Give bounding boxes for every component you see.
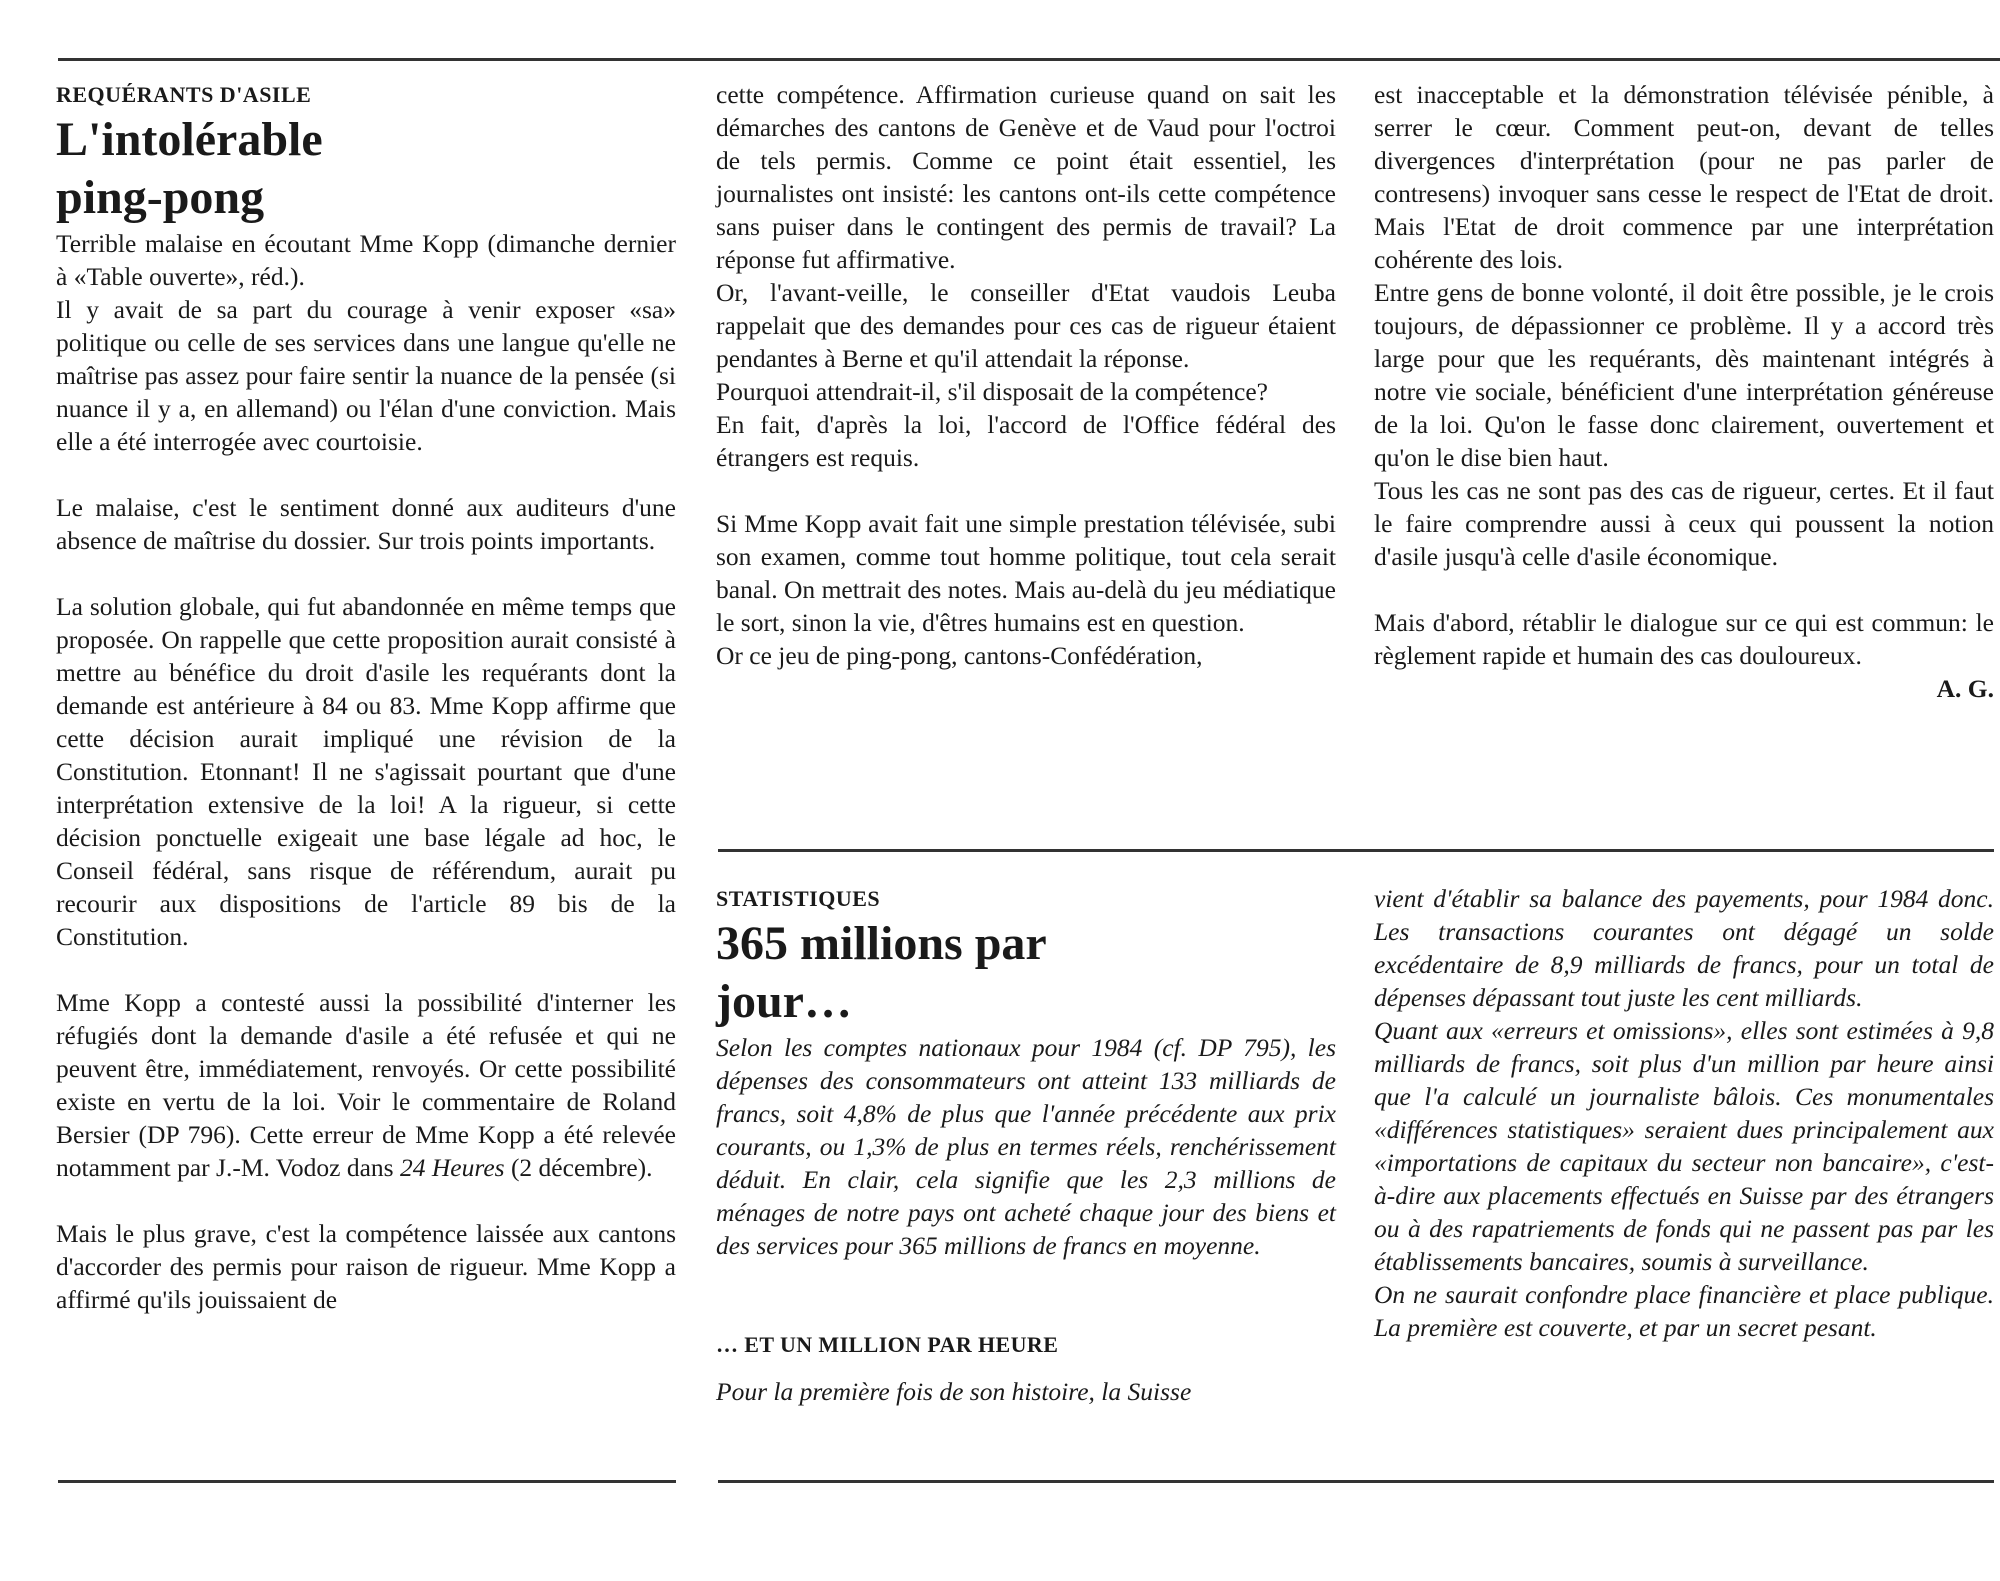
paragraph: Terrible malaise en écoutant Mme Kopp (dimanche dernier à «Table ouverte», réd.). [56,229,676,291]
paragraph: Or, l'avant-veille, le conseiller d'Etat vaudois Leuba rappelait que des demandes pour ces cas de rigueur étaient pendantes à Berne et qu'il attendait la réponse. [716,278,1336,373]
article1-column-2 [716,78,1336,672]
article2-headline: 365 millions par jour… [716,917,1046,1028]
paragraph-text: Mme Kopp a contesté aussi la possibilité d'interner les réfugiés dont la demande d'asile a été refusée et qui ne peuvent être, immédiatement, renvoyés. Or cette possibilité existe en vertu de la loi. Voir le commentaire de Roland Bersier (DP 796). Cette erreur de Mme Kopp a été relevée notamment par J.-M. Vodoz dans [56,988,676,1182]
bottom-rule-left [58,1480,676,1483]
article2-kicker: STATISTIQUES [716,886,881,911]
article2-column-2 [1374,882,1994,1344]
paragraph: est inacceptable et la démonstration télévisée pénible, à serrer le cœur. Comment peut-on, devant de telles divergences d'interprétation (pour ne pas parler de contresens) invoquer sans cesse le respect de l'Etat de droit. Mais l'Etat de droit commence par une interprétation cohérente des lois. [1374,80,1994,274]
newspaper-title: 24 Heures [399,1153,505,1182]
paragraph: Mais le plus grave, c'est la compétence laissée aux cantons d'accorder des permis pour raison de rigueur. Mme Kopp a affirmé qu'ils jouissaient de [56,1219,676,1314]
paragraph: Quant aux «erreurs et omissions», elles sont estimées à 9,8 milliards de francs, soit plus d'un million par heure ainsi que l'a calculé un journaliste bâlois. Ces monumentales «différences statistiques» seraient dues principalement aux «importations de capitaux du secteur non bancaire», c'est-à-dire aux placements effectués en Suisse par des étrangers ou à des rapatriements de fonds qui ne passent pas par les établissements bancaires, soumis à surveillance. [1374,1016,1994,1276]
paragraph: Mais d'abord, rétablir le dialogue sur ce qui est commun: le règlement rapide et humain des cas douloureux. [1374,608,1994,670]
article1-headline: L'intolérable ping-pong [56,113,323,224]
paragraph: Entre gens de bonne volonté, il doit être possible, je le crois toujours, de dépassionner ce problème. Il y a accord très large pour que les requérants, dès maintenant intégrés à notre vie sociale, bénéficient d'une interprétation généreuse de la loi. Qu'on le fasse donc clairement, ouvertement et qu'on le dise bien haut. [1374,278,1994,472]
paragraph: Pour la première fois de son histoire, la Suisse [716,1377,1192,1406]
middle-rule [718,849,1994,852]
paragraph: cette compétence. Affirmation curieuse quand on sait les démarches des cantons de Genève et de Vaud pour l'octroi de tels permis. Comme ce point était essentiel, les journalistes ont insisté: les cantons ont-ils cette compétence sans puiser dans le contingent des permis de travail? La réponse fut affirmative. [716,80,1336,274]
article1-column-3 [1374,78,1994,705]
paragraph: Le malaise, c'est le sentiment donné aux auditeurs d'une absence de maîtrise du dossier. Sur trois points importants. [56,493,676,555]
paragraph: La solution globale, qui fut abandonnée en même temps que proposée. On rappelle que cette proposition aurait consisté à mettre au bénéfice du droit d'asile les requérants dont la demande est antérieure à 84 ou 83. Mme Kopp affirme que cette décision aurait impliqué une révision de la Constitution. Etonnant! Il ne s'agissait pourtant que d'une interprétation extensive de la loi! A la rigueur, si cette décision ponctuelle exigeait une base légale ad hoc, le Conseil fédéral, sans risque de référendum, aurait pu recourir aux dispositions de l'article 89 bis de la Constitution. [56,592,676,951]
article1-kicker: REQUÉRANTS D'ASILE [56,82,312,107]
bottom-rule-right [718,1480,1994,1483]
paragraph: Selon les comptes nationaux pour 1984 (cf. DP 795), les dépenses des consommateurs ont atteint 133 milliards de francs, soit 4,8% de plus que l'année précédente aux prix courants, ou 1,3% de plus en termes réels, renchérissement déduit. En clair, cela signifie que les 2,3 millions de ménages de notre pays ont acheté chaque jour des biens et des services pour 365 millions de francs en moyenne. [716,1033,1336,1260]
article2-column-1 [716,882,1336,1408]
article2-subhead: … ET UN MILLION PAR HEURE [716,1332,1059,1357]
paragraph: En fait, d'après la loi, l'accord de l'Office fédéral des étrangers est requis. [716,410,1336,472]
paragraph: Tous les cas ne sont pas des cas de rigueur, certes. Et il faut le faire comprendre aussi à ceux qui poussent la notion d'asile jusqu'à celle d'asile économique. [1374,476,1994,571]
paragraph: Il y avait de sa part du courage à venir exposer «sa» politique ou celle de ses services dans une langue qu'elle ne maîtrise pas assez pour faire sentir la nuance de la pensée (si nuance il y a, en allemand) ou l'élan d'une conviction. Mais elle a été interrogée avec courtoisie. [56,295,676,456]
paragraph-text: (2 décembre). [510,1153,653,1182]
top-rule [58,58,2000,61]
article1-column-1 [56,78,676,1316]
paragraph: On ne saurait confondre place financière et place publique. La première est couverte, et par un secret pesant. [1374,1280,1994,1342]
paragraph: Or ce jeu de ping-pong, cantons-Confédération, [716,641,1203,670]
paragraph: vient d'établir sa balance des payements, pour 1984 donc. Les transactions courantes ont dégagé un solde excédentaire de 8,9 milliards de francs, pour un total de dépenses dépassant tout juste les cent milliards. [1374,884,1994,1012]
paragraph: Pourquoi attendrait-il, s'il disposait de la compétence? [716,377,1268,406]
paragraph: Si Mme Kopp avait fait une simple prestation télévisée, subi son examen, comme tout homme politique, tout cela serait banal. On mettrait des notes. Mais au-delà du jeu médiatique le sort, sinon la vie, d'êtres humains est en question. [716,509,1336,637]
article1-signature: A. G. [1936,674,1994,703]
paragraph [56,986,676,1184]
